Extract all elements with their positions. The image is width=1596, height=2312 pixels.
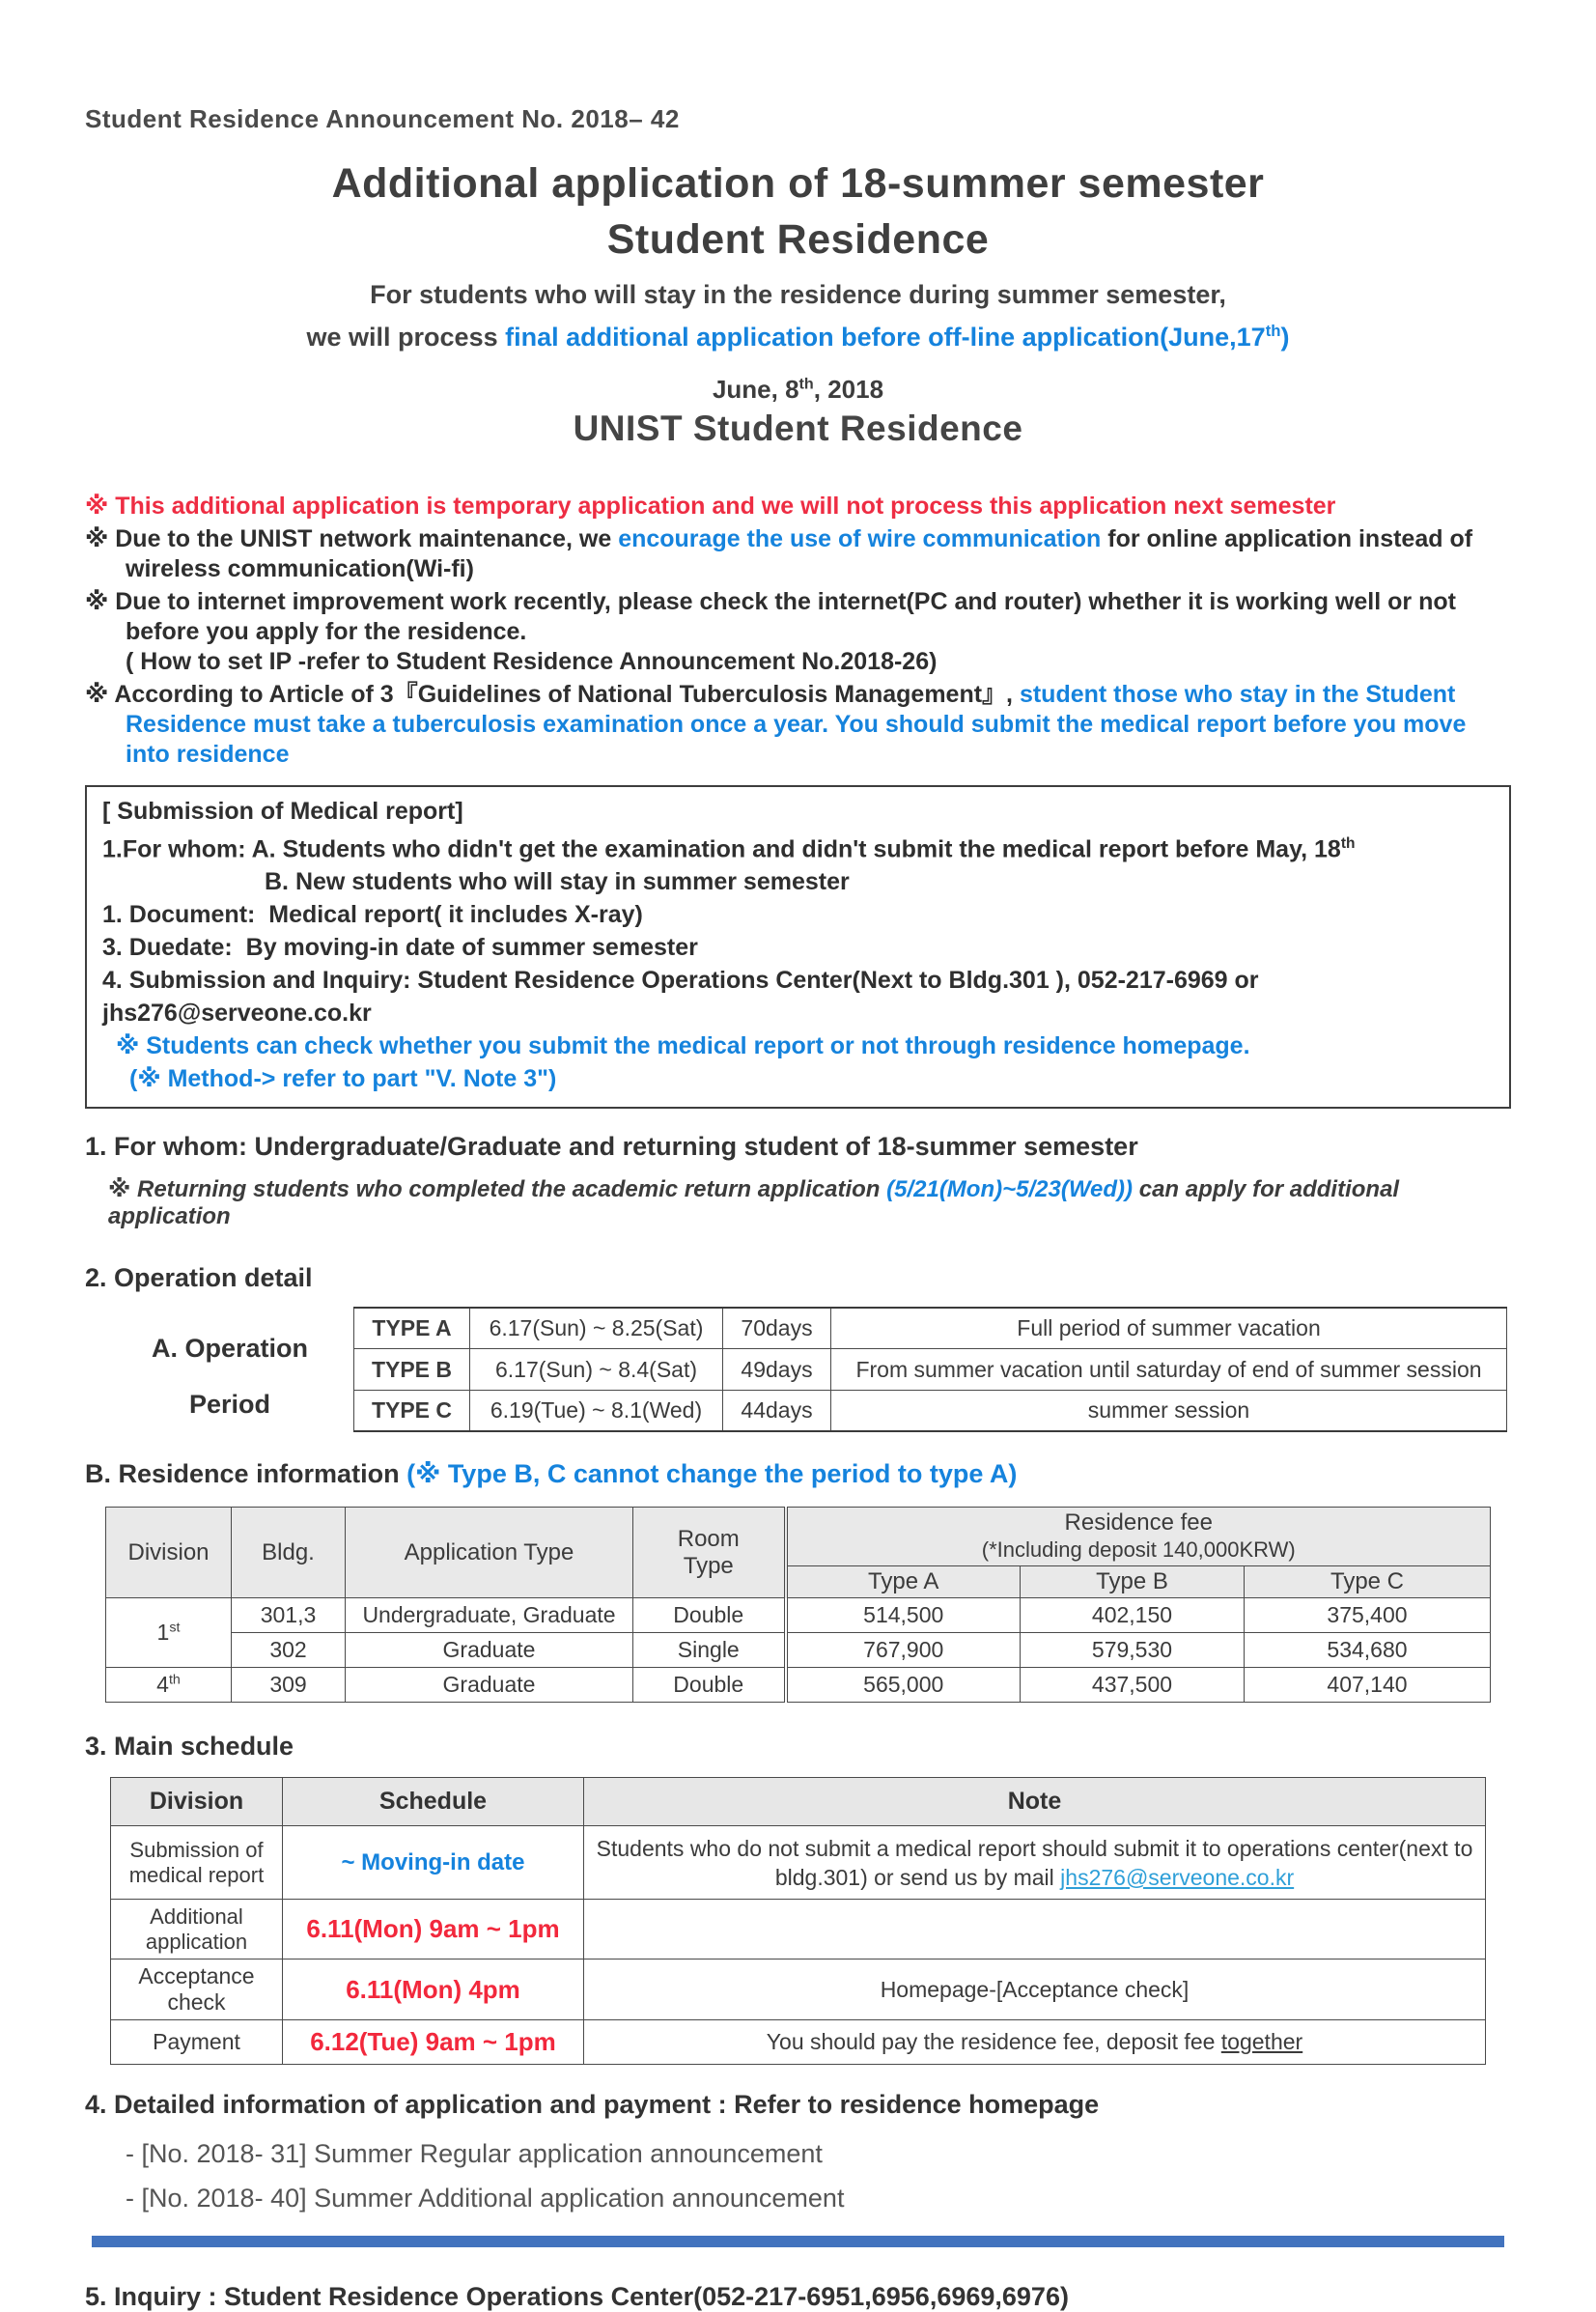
op-type-a: TYPE A xyxy=(354,1308,470,1349)
res-r3-room: Double xyxy=(633,1668,786,1703)
res-header-type-a: Type A xyxy=(786,1566,1021,1598)
sch-additional-note xyxy=(584,1900,1486,1960)
res-header-bldg: Bldg. xyxy=(232,1508,346,1598)
medbox-for-whom-a-sup: th xyxy=(1340,835,1356,852)
notice-internet-check xyxy=(85,587,1511,677)
section1-heading: 1. For whom: Undergraduate/Graduate and returning student of 18-summer semester xyxy=(85,1132,1138,1162)
medical-report-box xyxy=(85,785,1511,1109)
res-r1-fee-b: 402,150 xyxy=(1021,1598,1245,1633)
table-row xyxy=(111,1960,1486,2020)
res-header-room-type xyxy=(633,1508,786,1598)
op-type-b-days: 49days xyxy=(723,1349,831,1391)
medbox-title: [ Submission of Medical report] xyxy=(102,798,463,825)
sch-medical-division xyxy=(111,1826,283,1900)
list-item: - [No. 2018- 40] Summer Additional application announcement xyxy=(126,2184,845,2213)
notice-list xyxy=(85,492,1511,770)
footer-divider-bar xyxy=(92,2236,1504,2247)
res-r2-bldg: 302 xyxy=(232,1633,346,1668)
op-type-c-period: 6.19(Tue) ~ 8.1(Wed) xyxy=(470,1391,723,1432)
res-r1-fee-c: 375,400 xyxy=(1245,1598,1491,1633)
section2-heading: 2. Operation detail xyxy=(85,1263,313,1293)
date-main: June, 8 xyxy=(712,375,799,404)
notice2-text-b: for online application instead of wireless communication(Wi-fi) xyxy=(126,525,1473,582)
operation-label-line1: A. Operation xyxy=(151,1334,308,1364)
res-r1-app-type: Undergraduate, Graduate xyxy=(346,1598,633,1633)
medbox-for-whom-a-text: 1.For whom: A. Students who didn't get the examination and didn't submit the medical report before May, 18 xyxy=(102,835,1341,863)
res-r3-bldg: 309 xyxy=(232,1668,346,1703)
sch-acceptance-note: Homepage-[Acceptance check] xyxy=(584,1960,1486,2020)
notice3-text: ※ Due to internet improvement work recently, please check the internet(PC and router) whether it is working well or not before you apply for the residence. xyxy=(85,588,1456,645)
medbox-for-whom-b: B. New students who will stay in summer semester xyxy=(265,868,850,896)
op-type-c-desc: summer session xyxy=(831,1391,1507,1432)
table-row xyxy=(354,1391,1507,1432)
notice-network-maintenance xyxy=(85,524,1511,584)
medbox-duedate: 3. Duedate: By moving-in date of summer semester xyxy=(102,934,698,962)
medbox-method-note: (※ Method-> refer to part "V. Note 3") xyxy=(129,1065,557,1093)
returning-note-a: ※ Returning students who completed the academic return application xyxy=(108,1176,887,1203)
res-header-room-l2: Type xyxy=(683,1552,734,1579)
section4-items xyxy=(85,2131,1511,2220)
res-header-fee xyxy=(786,1508,1491,1566)
medbox-submission-inquiry: 4. Submission and Inquiry: Student Residence Operations Center(Next to Bldg.301 ), 052-217-6969 or jhs276@serveone.co.kr xyxy=(102,967,1266,1028)
op-type-a-desc: Full period of summer vacation xyxy=(831,1308,1507,1349)
sch-additional-division-l2: application xyxy=(145,1929,248,1954)
res-header-division: Division xyxy=(106,1508,232,1598)
page-title-line1: Additional application of 18-summer semester xyxy=(331,160,1265,207)
res-header-application-type: Application Type xyxy=(346,1508,633,1598)
operation-period-block xyxy=(85,1307,1511,1432)
intro-highlight-close: ) xyxy=(1280,323,1290,352)
res-division-4th-text: 4 xyxy=(156,1672,169,1698)
res-header-type-c: Type C xyxy=(1245,1566,1491,1598)
sch-medical-division-l2: medical report xyxy=(128,1862,265,1887)
residence-info-heading xyxy=(85,1459,1511,1489)
res-r2-fee-c: 534,680 xyxy=(1245,1633,1491,1668)
op-type-c-days: 44days xyxy=(723,1391,831,1432)
intro-line2-prefix: we will process xyxy=(306,323,506,352)
notice2-highlight: encourage the use of wire communication xyxy=(618,525,1102,552)
intro-highlight-sup: th xyxy=(1265,322,1281,340)
organization-name: UNIST Student Residence xyxy=(573,409,1023,448)
res-r3-fee-a: 565,000 xyxy=(786,1668,1021,1703)
res-r2-app-type: Graduate xyxy=(346,1633,633,1668)
document-date xyxy=(85,375,1511,405)
table-row xyxy=(111,1900,1486,1960)
res-r2-fee-b: 579,530 xyxy=(1021,1633,1245,1668)
returning-note-dates: (5/21(Mon)~5/23(Wed)) xyxy=(886,1176,1134,1203)
medbox-document: 1. Document: Medical report( it includes X-ray) xyxy=(102,901,643,929)
section3-heading: 3. Main schedule xyxy=(85,1732,294,1762)
op-type-a-days: 70days xyxy=(723,1308,831,1349)
res-header-room-l1: Room xyxy=(677,1525,740,1552)
notice-temporary-application: ※ This additional application is temporary application and we will not process this application next semester xyxy=(85,493,1336,520)
sch-payment-note-underline: together xyxy=(1220,2029,1303,2055)
residence-info-heading-text: B. Residence information xyxy=(85,1459,400,1489)
section4-heading: 4. Detailed information of application and payment : Refer to residence homepage xyxy=(85,2090,1100,2120)
res-r1-fee-a: 514,500 xyxy=(786,1598,1021,1633)
intro-text xyxy=(85,277,1511,355)
date-tail: , 2018 xyxy=(813,375,884,404)
sch-header-schedule: Schedule xyxy=(283,1778,584,1826)
operation-period-label xyxy=(106,1307,353,1432)
table-row xyxy=(111,1826,1486,1900)
res-r3-fee-c: 407,140 xyxy=(1245,1668,1491,1703)
section5-heading: 5. Inquiry : Student Residence Operations Center(052-217-6951,6956,6969,6976) xyxy=(85,2282,1069,2312)
notice4-highlight: student those who stay in the Student Residence must take a tuberculosis examination once a year. You should submit the medical report before you move into residence xyxy=(126,681,1467,768)
operation-period-table xyxy=(353,1307,1507,1432)
residence-info-heading-note: (※ Type B, C cannot change the period to type A) xyxy=(406,1459,1018,1489)
notice2-text-a: ※ Due to the UNIST network maintenance, we xyxy=(85,525,619,552)
residence-fee-table xyxy=(105,1507,1491,1703)
op-type-b: TYPE B xyxy=(354,1349,470,1391)
res-r2-fee-a: 767,900 xyxy=(786,1633,1021,1668)
sch-medical-schedule: ~ Moving-in date xyxy=(283,1826,584,1900)
res-division-1st xyxy=(106,1598,232,1668)
res-division-4th xyxy=(106,1668,232,1703)
res-r2-room: Single xyxy=(633,1633,786,1668)
res-r1-bldg: 301,3 xyxy=(232,1598,346,1633)
notice4-text: ※ According to Article of 3『Guidelines of National Tuberculosis Management』, xyxy=(85,681,1020,708)
res-header-fee-l2: (*Including deposit 140,000KRW) xyxy=(981,1537,1296,1563)
list-item: - [No. 2018- 31] Summer Regular application announcement xyxy=(126,2139,823,2169)
res-r1-room: Double xyxy=(633,1598,786,1633)
intro-line2 xyxy=(85,313,1511,355)
operation-label-line2: Period xyxy=(188,1390,271,1420)
sch-header-note: Note xyxy=(584,1778,1486,1826)
notice3-ip-reference: ( How to set IP -refer to Student Residence Announcement No.2018-26) xyxy=(126,648,938,675)
announcement-number: Student Residence Announcement No. 2018– 42 xyxy=(85,104,680,133)
page-title-line2: Student Residence xyxy=(606,216,990,263)
table-row xyxy=(106,1598,1491,1633)
medbox-homepage-note: ※ Students can check whether you submit the medical report or not through residence homepage. xyxy=(116,1032,1250,1060)
sch-medical-note xyxy=(584,1826,1486,1900)
notice-tuberculosis xyxy=(85,680,1511,770)
table-row xyxy=(354,1308,1507,1349)
op-type-c: TYPE C xyxy=(354,1391,470,1432)
sch-header-division: Division xyxy=(111,1778,283,1826)
returning-students-note xyxy=(85,1175,1511,1230)
sch-medical-note-text: Students who do not submit a medical report should submit it to operations center(next to bldg.301) or send us by mail xyxy=(596,1835,1473,1890)
res-division-1st-text: 1 xyxy=(156,1620,170,1646)
res-r3-fee-b: 437,500 xyxy=(1021,1668,1245,1703)
table-row xyxy=(106,1633,1491,1668)
intro-highlight-text: final additional application before off-line application(June,17 xyxy=(505,323,1266,352)
sch-medical-division-l1: Submission of xyxy=(129,1837,264,1862)
sch-payment-note xyxy=(584,2020,1486,2065)
res-division-4th-sup: th xyxy=(168,1672,181,1688)
sch-additional-division xyxy=(111,1900,283,1960)
medbox-for-whom-a xyxy=(102,828,1492,865)
sch-payment-division: Payment xyxy=(111,2020,283,2065)
table-row xyxy=(354,1349,1507,1391)
table-row xyxy=(111,2020,1486,2065)
main-schedule-table xyxy=(110,1777,1486,2065)
op-type-a-period: 6.17(Sun) ~ 8.25(Sat) xyxy=(470,1308,723,1349)
intro-line2-highlight xyxy=(505,323,1289,352)
table-row xyxy=(106,1508,1491,1566)
op-type-b-desc: From summer vacation until saturday of end of summer session xyxy=(831,1349,1507,1391)
res-header-type-b: Type B xyxy=(1021,1566,1245,1598)
table-row xyxy=(106,1668,1491,1703)
res-division-1st-sup: st xyxy=(169,1620,181,1636)
sch-payment-note-text: You should pay the residence fee, deposit fee xyxy=(766,2029,1221,2055)
res-r3-app-type: Graduate xyxy=(346,1668,633,1703)
sch-acceptance-division: Acceptance check xyxy=(111,1960,283,2020)
sch-additional-division-l1: Additional xyxy=(150,1903,243,1929)
sch-payment-schedule: 6.12(Tue) 9am ~ 1pm xyxy=(283,2020,584,2065)
op-type-b-period: 6.17(Sun) ~ 8.4(Sat) xyxy=(470,1349,723,1391)
table-row xyxy=(111,1778,1486,1826)
returning-note-b: can apply for additional application xyxy=(108,1176,1400,1230)
sch-additional-schedule: 6.11(Mon) 9am ~ 1pm xyxy=(283,1900,584,1960)
intro-line1: For students who will stay in the residence during summer semester, xyxy=(370,280,1226,309)
email-link[interactable]: jhs276@serveone.co.kr xyxy=(1060,1864,1295,1890)
date-sup: th xyxy=(798,375,814,393)
page-title xyxy=(85,155,1511,268)
res-header-fee-l1: Residence fee xyxy=(1064,1509,1213,1537)
sch-acceptance-schedule: 6.11(Mon) 4pm xyxy=(283,1960,584,2020)
